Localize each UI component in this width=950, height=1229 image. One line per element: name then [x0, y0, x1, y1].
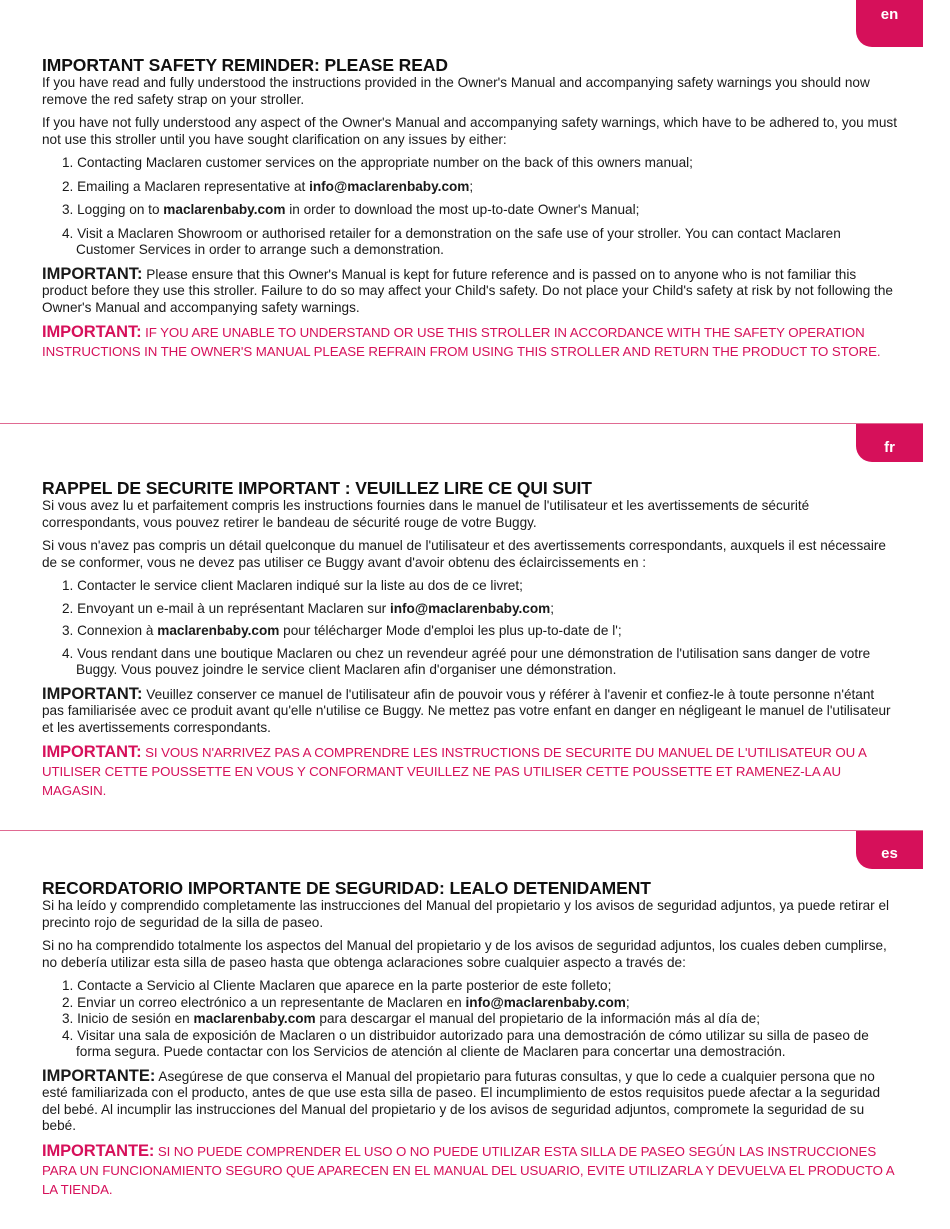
list-item	[42, 601, 897, 618]
list-item-text: 2. Envoyant un e-mail à un représentant Maclaren sur	[62, 600, 390, 616]
warning-text: SI NO PUEDE COMPRENDER EL USO O NO PUEDE UTILIZAR ESTA SILLA DE PASEO SEGÚN LAS INSTRUCCIONES PARA UN FUNCIONAMIENTO SEGURO QUE APARECEN EN EL MANUAL DEL USUARIO, EVITE UTILIZARLA Y DEVUELVA EL PRODUCTO A LA TIENDA.	[42, 1143, 894, 1197]
list-item	[42, 995, 897, 1012]
list-item-text: 2. Emailing a Maclaren representative at	[62, 178, 310, 194]
list-item-text: ;	[469, 178, 474, 194]
list-item-text: in order to download the most up-to-date Owner's Manual;	[285, 202, 640, 217]
important-label: IMPORTANT:	[42, 684, 143, 703]
list-item-text: 2. Enviar un correo electrónico a un representante de Maclaren en	[62, 994, 466, 1010]
list-item-text: 3. Inicio de sesión en	[62, 1011, 194, 1026]
section-title-fr: RAPPEL DE SECURITE IMPORTANT : VEUILLEZ LIRE CE QUI SUIT	[42, 478, 592, 498]
important-warning	[42, 1142, 897, 1199]
list-item: 4. Visitar una sala de exposición de Maclaren o un distribuidor autorizado para una demostración de cómo utilizar su silla de paseo de forma segura. Puede contactar con los Servicios de atención al cliente de Maclaren para concertar una demostración.	[62, 1027, 869, 1059]
important-note	[42, 686, 897, 737]
paragraph-not-understood: If you have not fully understood any aspect of the Owner's Manual and accompanying safety warnings, which have to be adhered to, you must not use this stroller until you have sought clarification on any issues by either:	[42, 115, 897, 147]
list-item-text: para descargar el manual del propietario de la información más al día de;	[315, 1011, 760, 1026]
section-divider	[0, 423, 923, 424]
section-divider	[0, 830, 923, 831]
important-warning	[42, 743, 897, 800]
list-item-text: pour télécharger Mode d'emploi les plus up-to-date de l';	[279, 623, 622, 638]
list-item: 1. Contacting Maclaren customer services on the appropriate number on the back of this owners manual;	[62, 155, 693, 170]
warning-label: IMPORTANTE:	[42, 1141, 155, 1160]
important-text: Veuillez conserver ce manuel de l'utilisateur afin de pouvoir vous y référer à l'avenir et confiez-le à toute personne n'étant pas familiarisée avec ce produit avant qu'elle n'utilise ce Buggy. Ne mettez pas votre enfant en danger en négligeant le manuel de l'utilisateur et les avertissements correspondants.	[42, 686, 891, 735]
warning-label: IMPORTANT:	[42, 323, 142, 341]
section-en	[42, 55, 897, 361]
email-link[interactable]: info@maclarenbaby.com	[389, 600, 551, 616]
list-item	[42, 179, 897, 196]
paragraph-read-understood: Si vous avez lu et parfaitement compris les instructions fournies dans le manuel de l'utilisateur et les avertissements de sécurité correspondants, vous pouvez retirer le bandeau de sécurité rouge de votre Buggy.	[42, 498, 810, 530]
important-note	[42, 266, 897, 317]
section-title-es: RECORDATORIO IMPORTANTE DE SEGURIDAD: LEALO DETENIDAMENT	[42, 878, 651, 898]
paragraph-read-understood: Si ha leído y comprendido completamente las instrucciones del Manual del propietario y los avisos de seguridad adjuntos, ya puede retirar el precinto rojo de seguridad de la silla de paseo.	[42, 898, 890, 930]
language-tab-fr: fr	[856, 424, 923, 462]
paragraph-not-understood: Si vous n'avez pas compris un détail quelconque du manuel de l'utilisateur et des avertissements correspondants, auxquels il est nécessaire de se conformer, vous ne devez pas utiliser ce Buggy avant d'avoir obtenu des éclaircissements en :	[42, 538, 886, 570]
important-label: IMPORTANT:	[42, 264, 143, 283]
warning-label: IMPORTANT:	[42, 743, 142, 761]
warning-text: IF YOU ARE UNABLE TO UNDERSTAND OR USE THIS STROLLER IN ACCORDANCE WITH THE SAFETY OPERATION INSTRUCTIONS IN THE OWNER'S MANUAL PLEASE REFRAIN FROM USING THIS STROLLER AND RETURN THE PRODUCT TO STORE.	[42, 325, 881, 359]
section-title-en: IMPORTANT SAFETY REMINDER: PLEASE READ	[42, 55, 448, 75]
language-tab-en: en	[856, 0, 923, 47]
list-item	[42, 202, 897, 219]
list-item-text: ;	[625, 994, 630, 1010]
important-text: Please ensure that this Owner's Manual is kept for future reference and is passed on to anyone who is not familiar this product before they use this stroller. Failure to do so may affect your Child's safety. Do not place your Child's safety at risk by not following the Owner's Manual and accompanying safety warnings.	[42, 266, 893, 315]
warning-text: SI VOUS N'ARRIVEZ PAS A COMPRENDRE LES INSTRUCTIONS DE SECURITE DU MANUEL DE L'UTILISATEUR OU A UTILISER CETTE POUSSETTE EN VOUS Y CONFORMANT VEUILLEZ NE PAS UTILISER CETTE POUSSETTE ET RAMENEZ-LA AU MAGASIN.	[42, 745, 866, 798]
email-link[interactable]: info@maclarenbaby.com	[465, 994, 626, 1010]
paragraph-read-understood: If you have read and fully understood the instructions provided in the Owner's Manual and accompanying safety warnings you should now remove the red safety strap on your stroller.	[42, 75, 870, 107]
paragraph-not-understood: Si no ha comprendido totalmente los aspectos del Manual del propietario y de los avisos de seguridad adjuntos, los cuales deben cumplirse, no debería utilizar esta silla de paseo hasta que obtenga aclaraciones sobre cualquier aspecto a través de:	[42, 938, 887, 970]
list-item	[42, 1011, 897, 1028]
list-item: 4. Visit a Maclaren Showroom or authorised retailer for a demonstration on the safe use of your stroller. You can contact Maclaren Customer Services in order to arrange such a demonstration.	[62, 225, 841, 257]
list-item-text: 3. Logging on to	[62, 202, 164, 217]
language-tab-es: es	[856, 831, 923, 869]
website-link[interactable]: maclarenbaby.com	[193, 1011, 316, 1026]
list-item: 4. Vous rendant dans une boutique Maclaren ou chez un revendeur agréé pour une démonstration de l'utilisation sans danger de votre Buggy. Vous pouvez joindre le service client Maclaren afin d'organiser une démonstration.	[62, 645, 871, 677]
important-note	[42, 1068, 897, 1135]
important-text: Asegúrese de que conserva el Manual del propietario para futuras consultas, y que lo cede a cualquier persona que no esté familiarizada con el producto, antes de que use esta silla de paseo. El incumplimiento de estos requisitos puede afectar a la seguridad del bebé. Al incumplir las instrucciones del Manual del propietario y de los avisos de seguridad adjuntos, compromete la seguridad de su bebé.	[42, 1068, 881, 1133]
website-link[interactable]: maclarenbaby.com	[163, 202, 286, 217]
section-fr	[42, 478, 897, 800]
clarification-list	[42, 155, 897, 259]
clarification-list	[42, 978, 897, 1061]
clarification-list	[42, 578, 897, 679]
list-item	[42, 623, 897, 640]
list-item: 1. Contacte a Servicio al Cliente Maclaren que aparece en la parte posterior de este folleto;	[62, 978, 612, 993]
section-es	[42, 878, 897, 1199]
important-warning	[42, 323, 897, 361]
list-item: 1. Contacter le service client Maclaren indiqué sur la liste au dos de ce livret;	[62, 578, 523, 593]
important-label: IMPORTANTE:	[42, 1066, 156, 1085]
list-item-text: ;	[550, 600, 555, 616]
list-item-text: 3. Connexion à	[62, 623, 158, 638]
email-link[interactable]: info@maclarenbaby.com	[309, 178, 470, 194]
website-link[interactable]: maclarenbaby.com	[157, 623, 280, 638]
